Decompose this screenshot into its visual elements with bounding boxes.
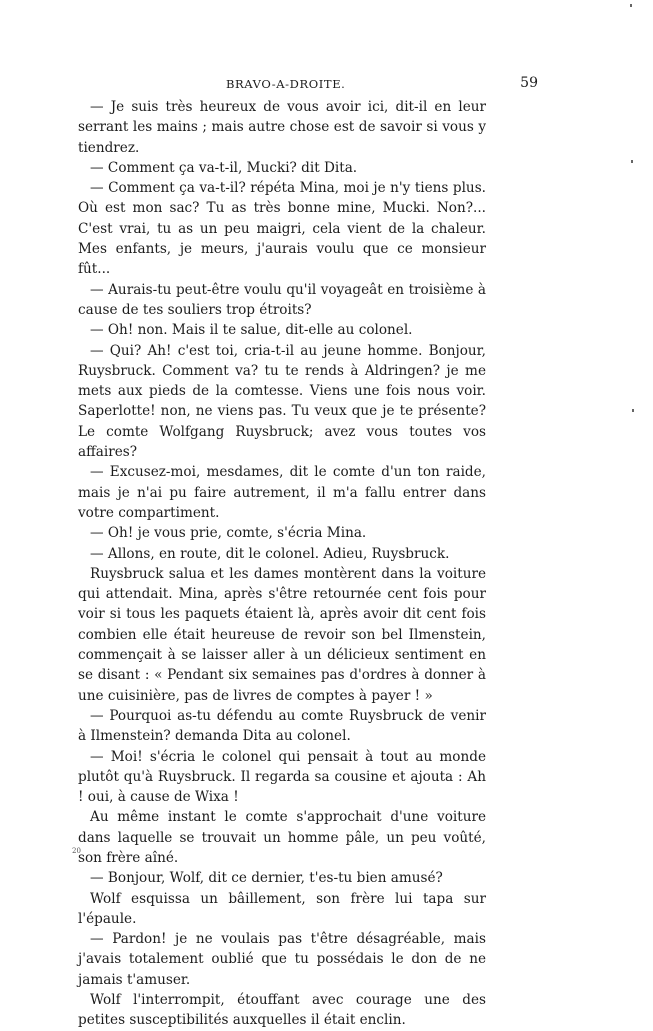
paragraph: — Bonjour, Wolf, dit ce dernier, t'es-tu bien amusé?: [90, 870, 443, 887]
paragraph: — Pardon! je ne voulais pas t'être désagréable, mais j'avais totalement oublié que tu possédais le don de ne jamais t'amuser.: [78, 931, 486, 988]
paragraph: — Qui? Ah! c'est toi, cria-t-il au jeune homme. Bonjour, Ruysbruck. Comment va? tu te rends à Aldringen? je me mets aux pieds de la comtesse. Viens une fois nous voir. Saperlotte! non, ne viens pas. Tu veux que je te présente? Le comte Wolfgang Ruysbruck; avez vous toutes vos affaires?: [78, 342, 486, 461]
paragraph: — Comment ça va-t-il, Mucki? dit Dita.: [90, 159, 358, 176]
paragraph: — Moi! s'écria le colonel qui pensait à tout au monde plutôt qu'à Ruysbruck. Il regarda sa cousine et ajouta : Ah ! oui, à cause de Wixa !: [78, 748, 486, 806]
paragraph: Wolf esquissa un bâillement, son frère lui tapa sur l'épaule.: [78, 890, 486, 927]
running-title: BRAVO-A-DROITE.: [226, 77, 346, 91]
body-text: [78, 97, 486, 1031]
paragraph: — Oh! je vous prie, comte, s'écria Mina.: [90, 525, 367, 542]
paragraph: — Pourquoi as-tu défendu au comte Ruysbruck de venir à Ilmenstein? demanda Dita au colonel.: [78, 707, 486, 745]
paragraph: — Excusez-moi, mesdames, dit le comte d'un ton raide, mais je n'ai pu faire autrement, il m'a fallu entrer dans votre compartiment.: [78, 464, 486, 521]
footer-mark: 20: [72, 847, 81, 855]
paragraph: — Comment ça va-t-il? répéta Mina, moi je n'y tiens plus. Où est mon sac? Tu as très bonne mine, Mucki. Non?... C'est vrai, tu as un peu maigri, cela vient de la chaleur. Mes enfants, je meurs, j'aurais voulu que ce monsieur fût...: [78, 180, 486, 278]
page-number: 59: [520, 75, 538, 91]
scan-speck: [632, 409, 634, 412]
paragraph: Wolf l'interrompit, étouffant avec courage une des petites susceptibilités auxquelles il était enclin.: [78, 992, 486, 1029]
paragraph: — Je suis très heureux de vous avoir ici, dit-il en leur serrant les mains ; mais autre chose est de savoir si vous y tiendrez.: [78, 99, 486, 156]
paragraph: Ruysbruck salua et les dames montèrent dans la voiture qui attendait. Mina, après s'être retournée cent fois pour voir si tous les paquets étaient là, après avoir dit cent fois combien elle était heureuse de revoir son bel Ilmenstein, commençait à se laisser aller à un délicieux sentiment en se disant : « Pendant six semaines pas d'ordres à donner à une cuisinière, pas de livres de comptes à payer ! »: [78, 565, 486, 704]
running-head: [78, 77, 538, 93]
scan-speck: [630, 4, 632, 7]
paragraph: — Oh! non. Mais il te salue, dit-elle au colonel.: [90, 322, 413, 339]
scan-speck: [631, 160, 633, 163]
paragraph: Au même instant le comte s'approchait d'une voiture dans laquelle se trouvait un homme pâle, un peu voûté, son frère aîné.: [78, 809, 486, 866]
paragraph: — Allons, en route, dit le colonel. Adieu, Ruysbruck.: [90, 545, 450, 562]
paragraph: — Aurais-tu peut-être voulu qu'il voyageât en troisième à cause de tes souliers trop étroits?: [78, 281, 486, 318]
